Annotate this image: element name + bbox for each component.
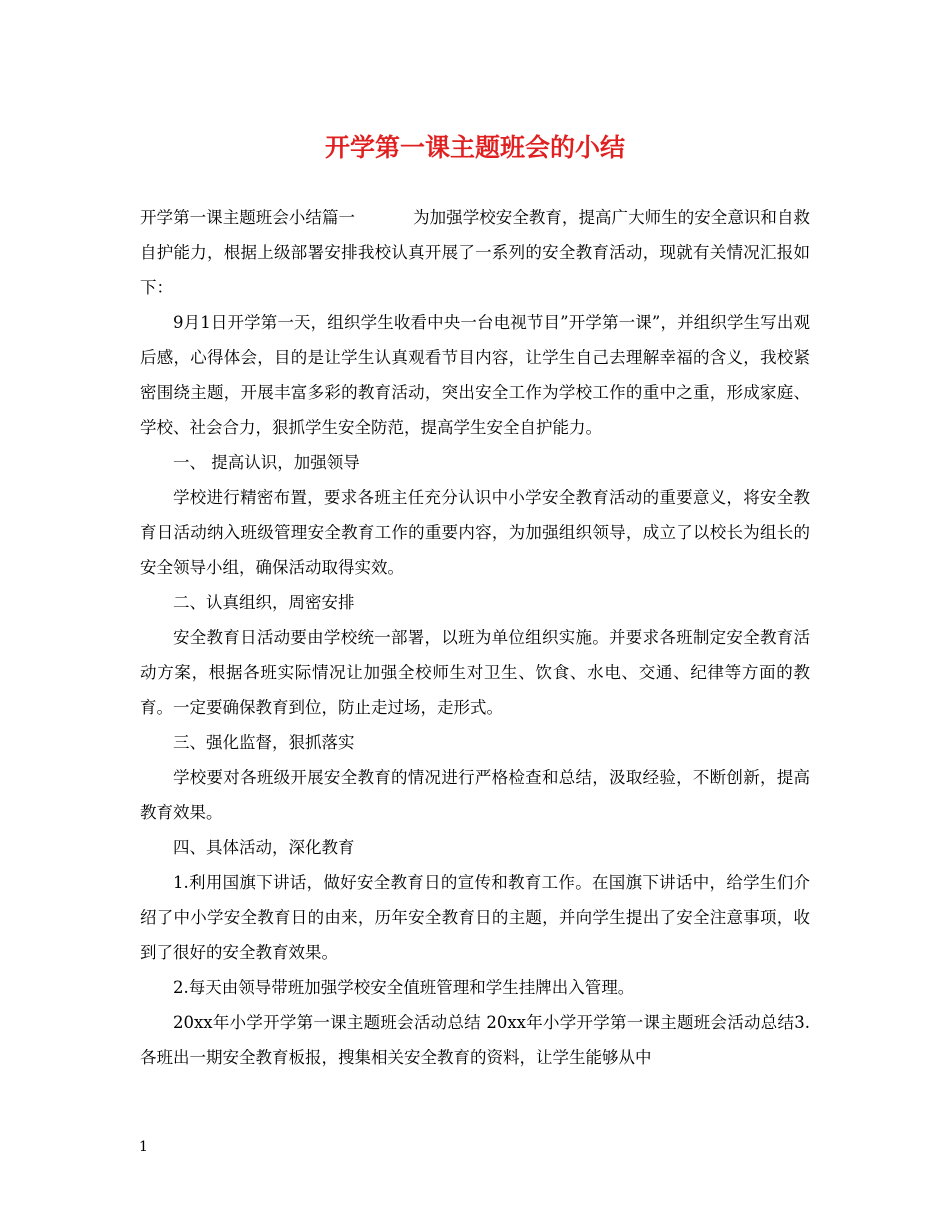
intro-paragraph: [140, 200, 810, 305]
intro-label: 开学第一课主题班会小结篇一: [140, 208, 356, 227]
paragraph-6: 学校要对各班级开展安全教育的情况进行严格检查和总结，汲取经验，不断创新，提高教育效果。: [140, 768, 810, 822]
section-heading-3: 三、强化监督，狠抓落实: [173, 733, 355, 752]
section-heading-4: 四、具体活动，深化教育: [173, 838, 355, 857]
section-heading-2: 二、认真组织，周密安排: [173, 593, 355, 612]
document-body: [140, 200, 810, 1075]
paragraph-4: 安全教育日活动要由学校统一部署，以班为单位组织实施。并要求各班制定安全教育活动方案，根据各班实际情况让加强全校师生对卫生、饮食、水电、交通、纪律等方面的教育。一定要确保教育到位，防止走过场，走形式。: [140, 628, 810, 717]
paragraph-0: 9月1日开学第一天，组织学生收看中央一台电视节目”开学第一课”，并组织学生写出观后感，心得体会，目的是让学生认真观看节目内容，让学生自己去理解幸福的含义，我校紧密围绕主题，开展丰富多彩的教育活动，突出安全工作为学校工作的重中之重，形成家庭、学校、社会合力，狠抓学生安全防范，提高学生安全自护能力。: [140, 313, 810, 437]
intro-text: 为加强学校安全教育，提高广大师生的安全意识和自救自护能力，根据上级部署安排我校认真开展了一系列的安全教育活动，现就有关情况汇报如下：: [140, 208, 811, 297]
paragraph-9: 2.每天由领导带班加强学校安全值班管理和学生挂牌出入管理。: [173, 978, 635, 997]
section-heading-1: 一、 提高认识，加强领导: [173, 453, 360, 472]
paragraph-8: 1.利用国旗下讲话，做好安全教育日的宣传和教育工作。在国旗下讲话中，给学生们介绍了中小学安全教育日的由来，历年安全教育日的主题，并向学生提出了安全注意事项，收到了很好的安全教育效果。: [140, 873, 810, 962]
document-title: 开学第一课主题班会的小结: [324, 133, 625, 162]
paragraph-2: 学校进行精密布置，要求各班主任充分认识中小学安全教育活动的重要意义，将安全教育日活动纳入班级管理安全教育工作的重要内容，为加强组织领导，成立了以校长为组长的安全领导小组，确保活动取得实效。: [140, 488, 810, 577]
page-number: 1: [139, 1139, 148, 1155]
paragraph-10: 20xx年小学开学第一课主题班会活动总结 20xx年小学开学第一课主题班会活动总结3.各班出一期安全教育板报，搜集相关安全教育的资料，让学生能够从中: [140, 1013, 810, 1067]
